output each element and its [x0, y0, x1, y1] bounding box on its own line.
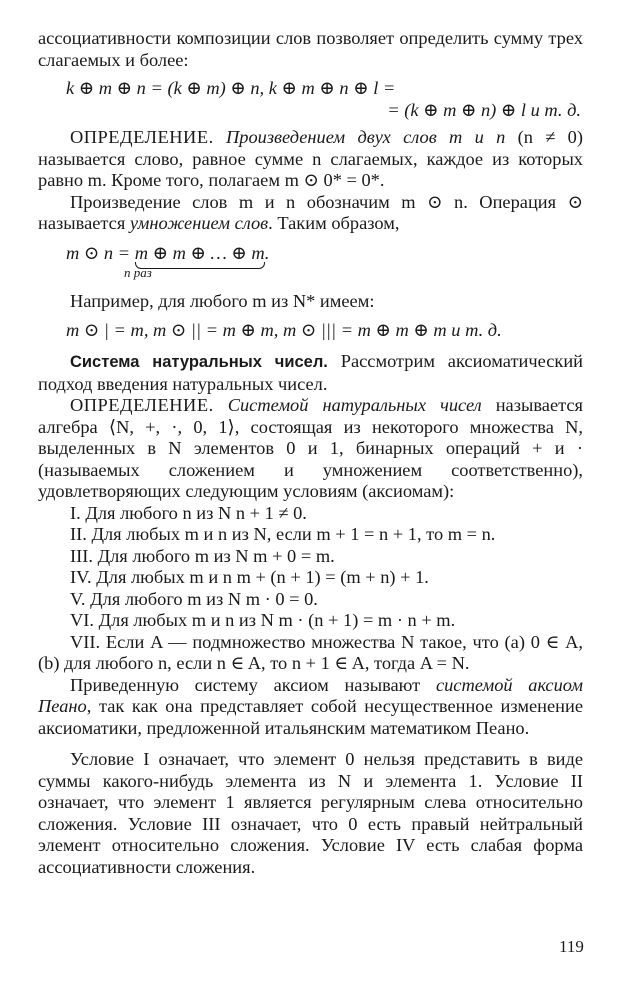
- definition-system: [38, 395, 583, 503]
- product-term: умножением слов: [129, 213, 269, 233]
- formula-product: [66, 243, 583, 283]
- definition-product: [38, 127, 583, 192]
- axiom-1: I. Для любого n из N n + 1 ≠ 0.: [70, 502, 307, 523]
- axiom-4: IV. Для любых m и n m + (n + 1) = (m + n) + 1.: [70, 567, 429, 587]
- axiom-5: V. Для любого m из N m · 0 = 0.: [70, 588, 318, 609]
- formula-sum-2: = (k ⊕ m ⊕ n) ⊕ l и т. д.: [387, 100, 581, 120]
- product-text-end: . Таким образом,: [268, 213, 400, 233]
- product-text: Произведение слов m и n обозначим m ⊙ n. Операция ⊙ называется: [38, 191, 583, 233]
- axiom-7: VII. Если A — подмножество множества N такое, что (a) 0 ∈ A, (b) для любого n, если n ∈ A, то n + 1 ∈ A, тогда A = N.: [38, 631, 583, 673]
- formula-product-brace: [135, 243, 265, 264]
- formula-product-end: .: [264, 242, 270, 263]
- definition-text: (n ≠ 0) называется слово, равное сумме n слагаемых, каждое из которых равно m. Кроме того, полагаем m ⊙ 0* = 0*.: [38, 127, 583, 190]
- definition-label: ОПРЕДЕЛЕНИЕ.: [70, 127, 214, 147]
- section-heading: Система натуральных чисел.: [70, 353, 328, 371]
- axiom-3: III. Для любого m из N m + 0 = m.: [70, 545, 335, 566]
- definition-term: Произведением двух слов m и n: [225, 127, 506, 147]
- paragraph-product: [38, 192, 583, 235]
- formula-product-terms: m ⊕ m ⊕ … ⊕ m: [134, 242, 265, 263]
- underbrace: [135, 262, 265, 269]
- paragraph-example: Например, для любого m из N* имеем:: [70, 290, 375, 311]
- paragraph-intro: ассоциативности композиции слов позволяет определить сумму трех слагаемых и более:: [38, 28, 583, 70]
- paragraph-peano: [38, 675, 583, 740]
- system-text: Рассмотрим аксиоматический подход введения натуральных чисел.: [38, 351, 583, 394]
- peano-text: Приведенную систему аксиом называют: [70, 674, 436, 695]
- paragraph-system: [38, 351, 583, 395]
- formula-example: m ⊙ | = m, m ⊙ || = m ⊕ m, m ⊙ ||| = m ⊕ m ⊕ m и т. д.: [66, 320, 502, 340]
- peano-term: системой аксиом Пеано: [38, 674, 583, 716]
- axiom-2: II. Для любых m и n из N, если m + 1 = n + 1, то m = n.: [70, 524, 496, 544]
- axiom-6: VI. Для любых m и n из N m · (n + 1) = m · n + m.: [70, 610, 456, 630]
- peano-text-end: , так как она представляет собой несущественное изменение аксиоматики, предложенной итальянским математиком Пеано.: [38, 696, 583, 738]
- underbrace-label: n раз: [124, 264, 152, 280]
- formula-sum-1: k ⊕ m ⊕ n = (k ⊕ m) ⊕ n, k ⊕ m ⊕ n ⊕ l =: [66, 78, 396, 98]
- paragraph-conditions: Условие I означает, что элемент 0 нельзя представить в виде суммы какого-нибудь элемента из N и элемента 1. Условие II означает, что элемент 1 является регулярным слева относительно сложения. Условие III означает, что 0 есть правый нейтральный элемент относительно сложения. Условие IV есть слабая форма ассоциативности сложения.: [38, 749, 583, 877]
- definition-term-2: Системой натуральных чисел: [227, 395, 482, 415]
- page-number: 119: [559, 937, 584, 956]
- definition-text-2: называется алгебра ⟨N, +, ·, 0, 1⟩, состоящая из некоторого множества N, выделенных в N элементов 0 и 1, бинарных операций + и · (называемых сложением и умножением соответственно), удовлетворяющих следующим условиям (аксиомам):: [38, 395, 583, 501]
- formula-product-left: m ⊙ n =: [66, 242, 135, 263]
- definition-label-2: ОПРЕДЕЛЕНИЕ.: [70, 395, 214, 415]
- page-body: [38, 28, 583, 878]
